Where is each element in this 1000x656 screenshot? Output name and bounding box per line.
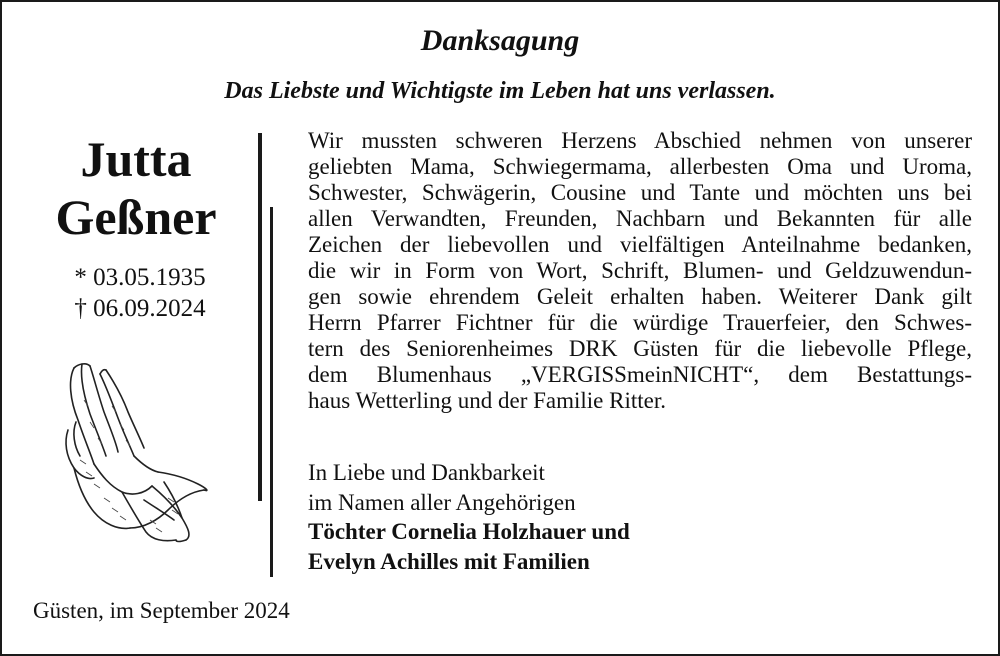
- closing-line: im Namen aller Angehörigen: [308, 489, 576, 515]
- closing-signature: [308, 458, 972, 576]
- message-line: Zeichen der liebevollen und vielfältigen Anteilnahme bedanken,: [308, 232, 972, 257]
- message-line: die wir in Form von Wort, Schrift, Blumen- und Geldzuwendun-: [308, 258, 972, 283]
- message-line: gen sowie ehrendem Geleit erhalten haben. Weiterer Dank gilt: [308, 284, 972, 309]
- message-line: Herrn Pfarrer Fichtner für die würdige Trauerfeier, den Schwes-: [308, 310, 972, 335]
- place-date: Güsten, im September 2024: [33, 598, 290, 623]
- message-line: geliebten Mama, Schwiegermama, allerbesten Oma und Uroma,: [308, 154, 972, 179]
- notice-subtitle: Das Liebste und Wichtigste im Leben hat uns verlassen.: [224, 78, 776, 104]
- life-dates: [40, 262, 240, 324]
- message-line: Wir mussten schweren Herzens Abschied nehmen von unserer: [308, 128, 972, 153]
- divider-line: [258, 133, 262, 501]
- divider-line-secondary: [270, 207, 273, 577]
- signature-names: Töchter Cornelia Holzhauer und: [308, 519, 630, 544]
- signature-names: Evelyn Achilles mit Familien: [308, 548, 590, 574]
- message-line: tern des Seniorenheimes DRK Güsten für die liebevolle Pflege,: [308, 336, 972, 361]
- praying-hands-icon: [60, 360, 220, 545]
- message-text: [308, 128, 972, 414]
- death-date: † 06.09.2024: [74, 295, 206, 322]
- deceased-name: [20, 130, 252, 246]
- birth-date: * 03.05.1935: [74, 264, 206, 291]
- first-name: Jutta: [80, 131, 192, 187]
- message-line: haus Wetterling und der Familie Ritter.: [308, 388, 666, 413]
- closing-line: In Liebe und Dankbarkeit: [308, 460, 545, 485]
- message-line: allen Verwandten, Freunden, Nachbarn und Bekannten für alle: [308, 206, 972, 231]
- notice-title: Danksagung: [420, 24, 580, 57]
- last-name: Geßner: [55, 189, 217, 245]
- message-line: dem Blumenhaus „VERGISSmeinNICHT“, dem Bestattungs-: [308, 362, 972, 387]
- message-line: Schwester, Schwägerin, Cousine und Tante und möchten uns bei: [308, 180, 972, 205]
